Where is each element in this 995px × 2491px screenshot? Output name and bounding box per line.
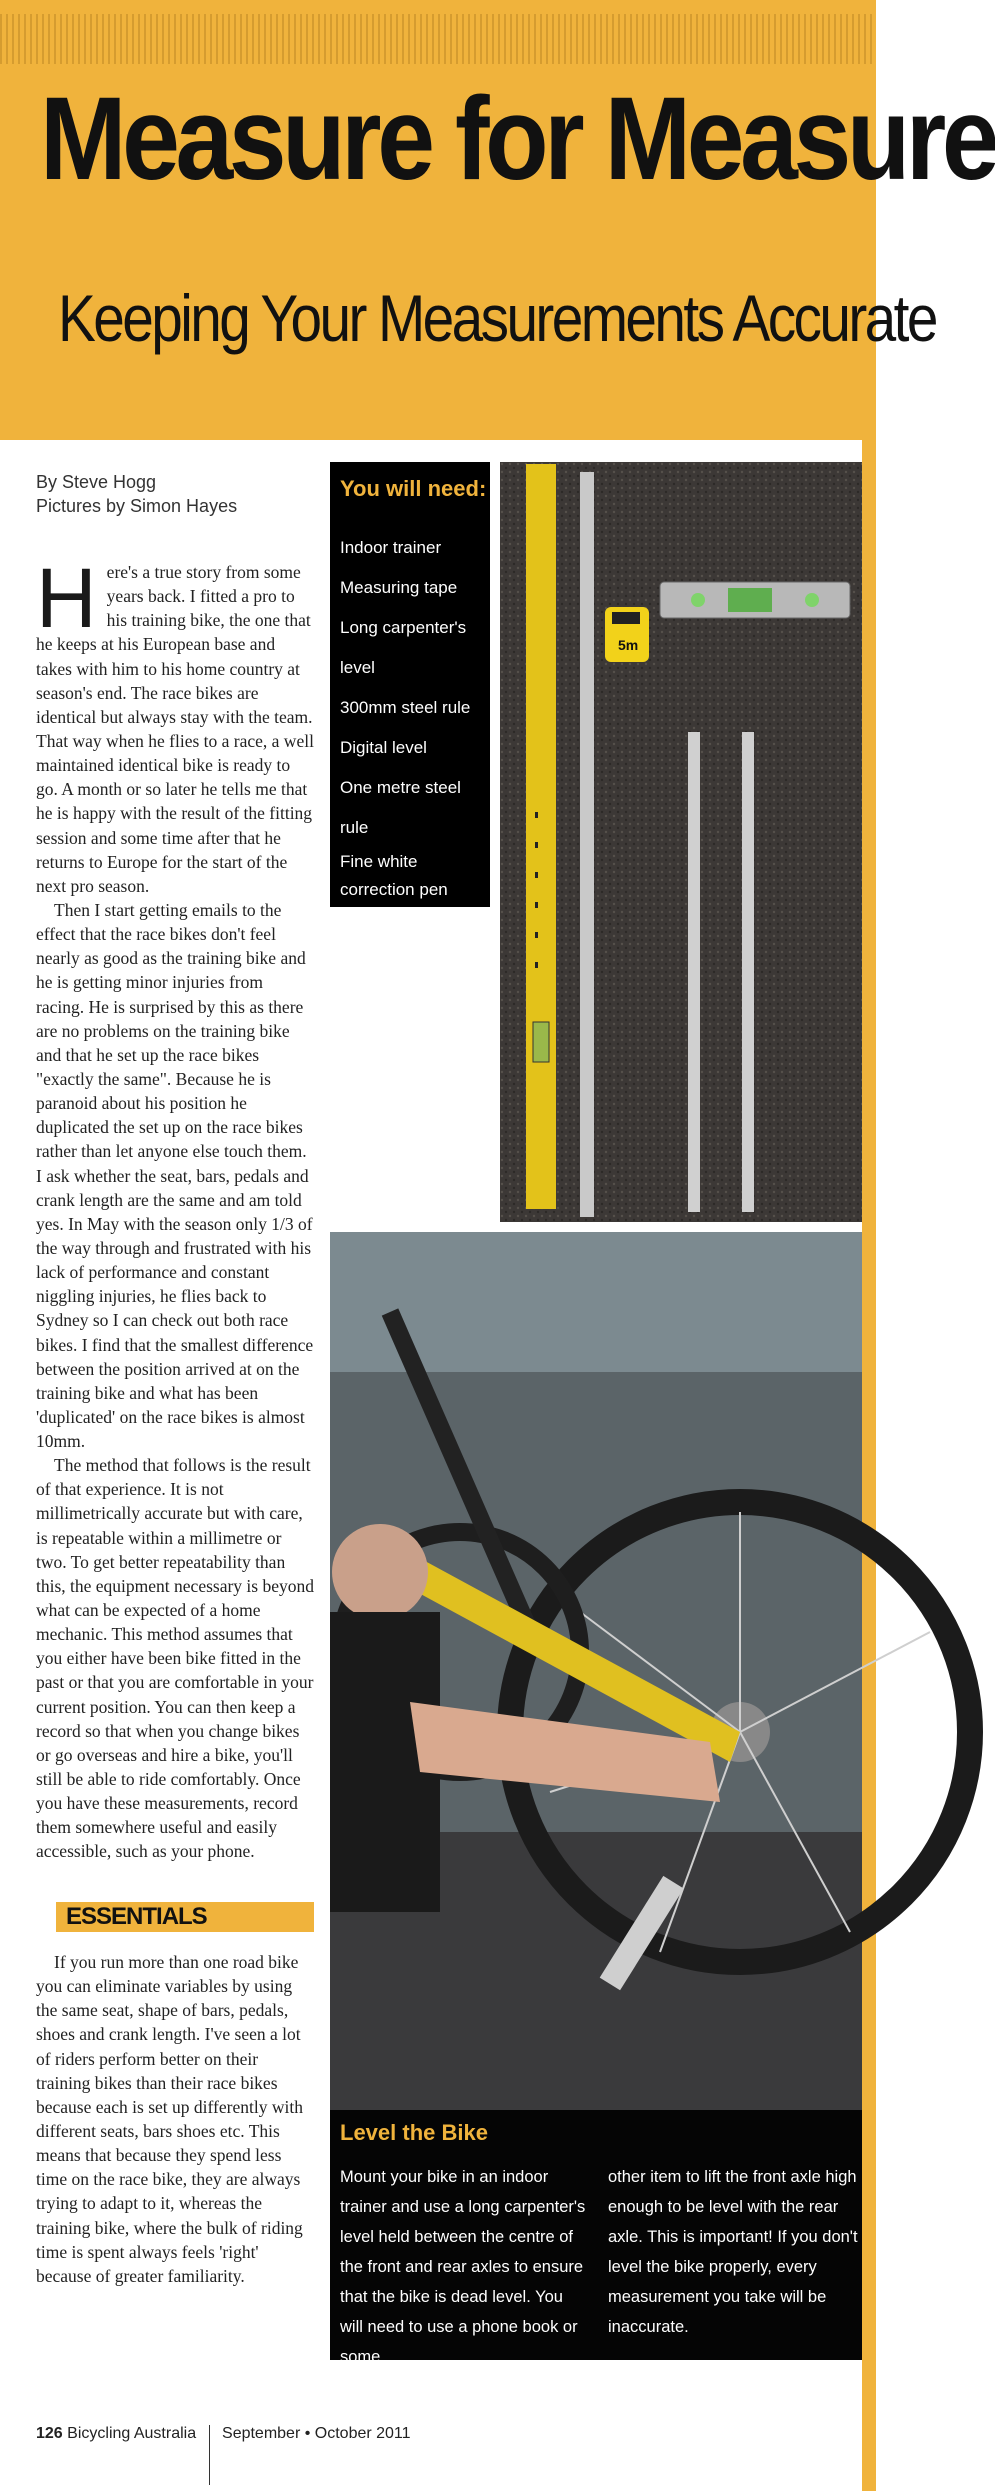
you-will-need-list [340, 528, 490, 932]
issue-date: September • October 2011 [222, 2425, 411, 2442]
bike-illustration [330, 1232, 862, 2110]
magazine-name: Bicycling Australia [67, 2425, 197, 2442]
article-paragraph: Here's a true story from some years back. I fitted a pro to his training bike, the one that he keeps at his European base and takes with him to his home country at season's end. The race bikes are identical but always stay with the team. That way when he flies to a race, a well maintained identical bike is ready to go. A month or so later he tells me that he is happy with the result of the fitting session and some time after that he returns to Europe for the start of the next pro season. [36, 551, 314, 896]
caption-text-left: Mount your bike in an indoor trainer and use a long carpenter's level held between the centre of the front and rear axles to ensure that the bike is dead level. You will need to use a phone book or some [340, 2168, 586, 2366]
list-item: (not shown) [340, 908, 429, 927]
author-credit: By Steve Hogg [36, 472, 157, 492]
caption-heading: Level the Bike [340, 2120, 488, 2145]
header-band [0, 0, 995, 440]
list-item: Indoor trainer [340, 538, 442, 557]
list-item: 300mm steel rule [340, 698, 471, 717]
essentials-paragraph: If you run more than one road bike you can eliminate variables by using the same seat, shape of bars, pedals, shoes and crank length. I've seen a lot of riders perform better on their training bikes than their race bikes because each is set up differently with different seats, bars shoes etc. This means that because they spend less time on the race bike, they are always trying to adapt to it, whereas the training bike, where the bulk of riding time is spent always feels 'right' because of greater familiarity. [36, 1952, 303, 2286]
bike-photo [330, 1232, 862, 2110]
byline [36, 470, 326, 519]
page-subtitle: Keeping Your Measurements Accurate [58, 281, 936, 355]
essentials-body [36, 1950, 316, 2288]
list-item: Fine white correction pen [340, 852, 448, 899]
tape-label: 5m [618, 637, 639, 653]
article-body [36, 551, 314, 1864]
page-title: Measure for Measure [40, 73, 995, 205]
article-paragraph: Then I start getting emails to the effect that the race bikes don't feel nearly as good as the training bike and he is getting minor injuries from racing. He is surprised by this as there are no problems on the training bike and that he set up the race bikes "exactly the same". Because he is paranoid about his position he duplicated the set up on the race bikes rather than let anyone else touch them. I ask whether the seat, bars, pedals and crank length are the same and am told yes. In May with the season only 1/3 of the way through and frustrated with his lack of performance and constant niggling injuries, he flies back to Sydney so I can check out both race bikes. I find that the smallest difference between the position arrived at on the training bike and what has been 'duplicated' on the race bikes is almost 10mm. [36, 899, 314, 1452]
photo-credit: Pictures by Simon Hayes [36, 496, 238, 517]
steel-rule [742, 732, 754, 1212]
page-edge-band [862, 440, 876, 2491]
page-number: 126 [36, 2425, 63, 2442]
list-item: Digital level [340, 738, 427, 757]
list-item: One metre steel rule [340, 778, 461, 837]
mechanic-head [332, 1524, 428, 1620]
essentials-heading: ESSENTIALS [66, 1903, 207, 1930]
tools-photo [500, 462, 862, 1222]
page-footer [36, 2425, 411, 2485]
footer-divider [209, 2425, 210, 2485]
list-item: Measuring tape [340, 578, 458, 597]
article-paragraph: The method that follows is the result of that experience. It is not millimetrically accurate but with care, is repeatable within a millimetre or two. To get better repeatability than this, the equipment necessary is beyond what can be expected of a home mechanic. This method assumes that you either have been bike fitted in the past or that you are comfortable in your current position. You can then keep a record so that when you change bikes or go overseas and hire a bike, you'll still be able to ride comfortably. Once you have these measurements, record them somewhere useful and easily accessible, such as your phone. [36, 1455, 314, 1862]
you-will-need-heading: You will need: [340, 476, 487, 501]
list-item: Long carpenter's level [340, 618, 467, 677]
essentials-heading-bar [56, 1902, 314, 1932]
drop-cap: H [36, 551, 97, 645]
tools-illustration [500, 462, 862, 1222]
decorative-stripe [0, 14, 876, 64]
steel-rule [688, 732, 700, 1212]
caption-text-right: other item to lift the front axle high enough to be level with the rear axle. This is important! If you don't level the bike properly, every measurement you take will be inaccurate. [608, 2168, 858, 2336]
carpenter-level [526, 464, 556, 1209]
metre-rule [580, 472, 594, 1217]
